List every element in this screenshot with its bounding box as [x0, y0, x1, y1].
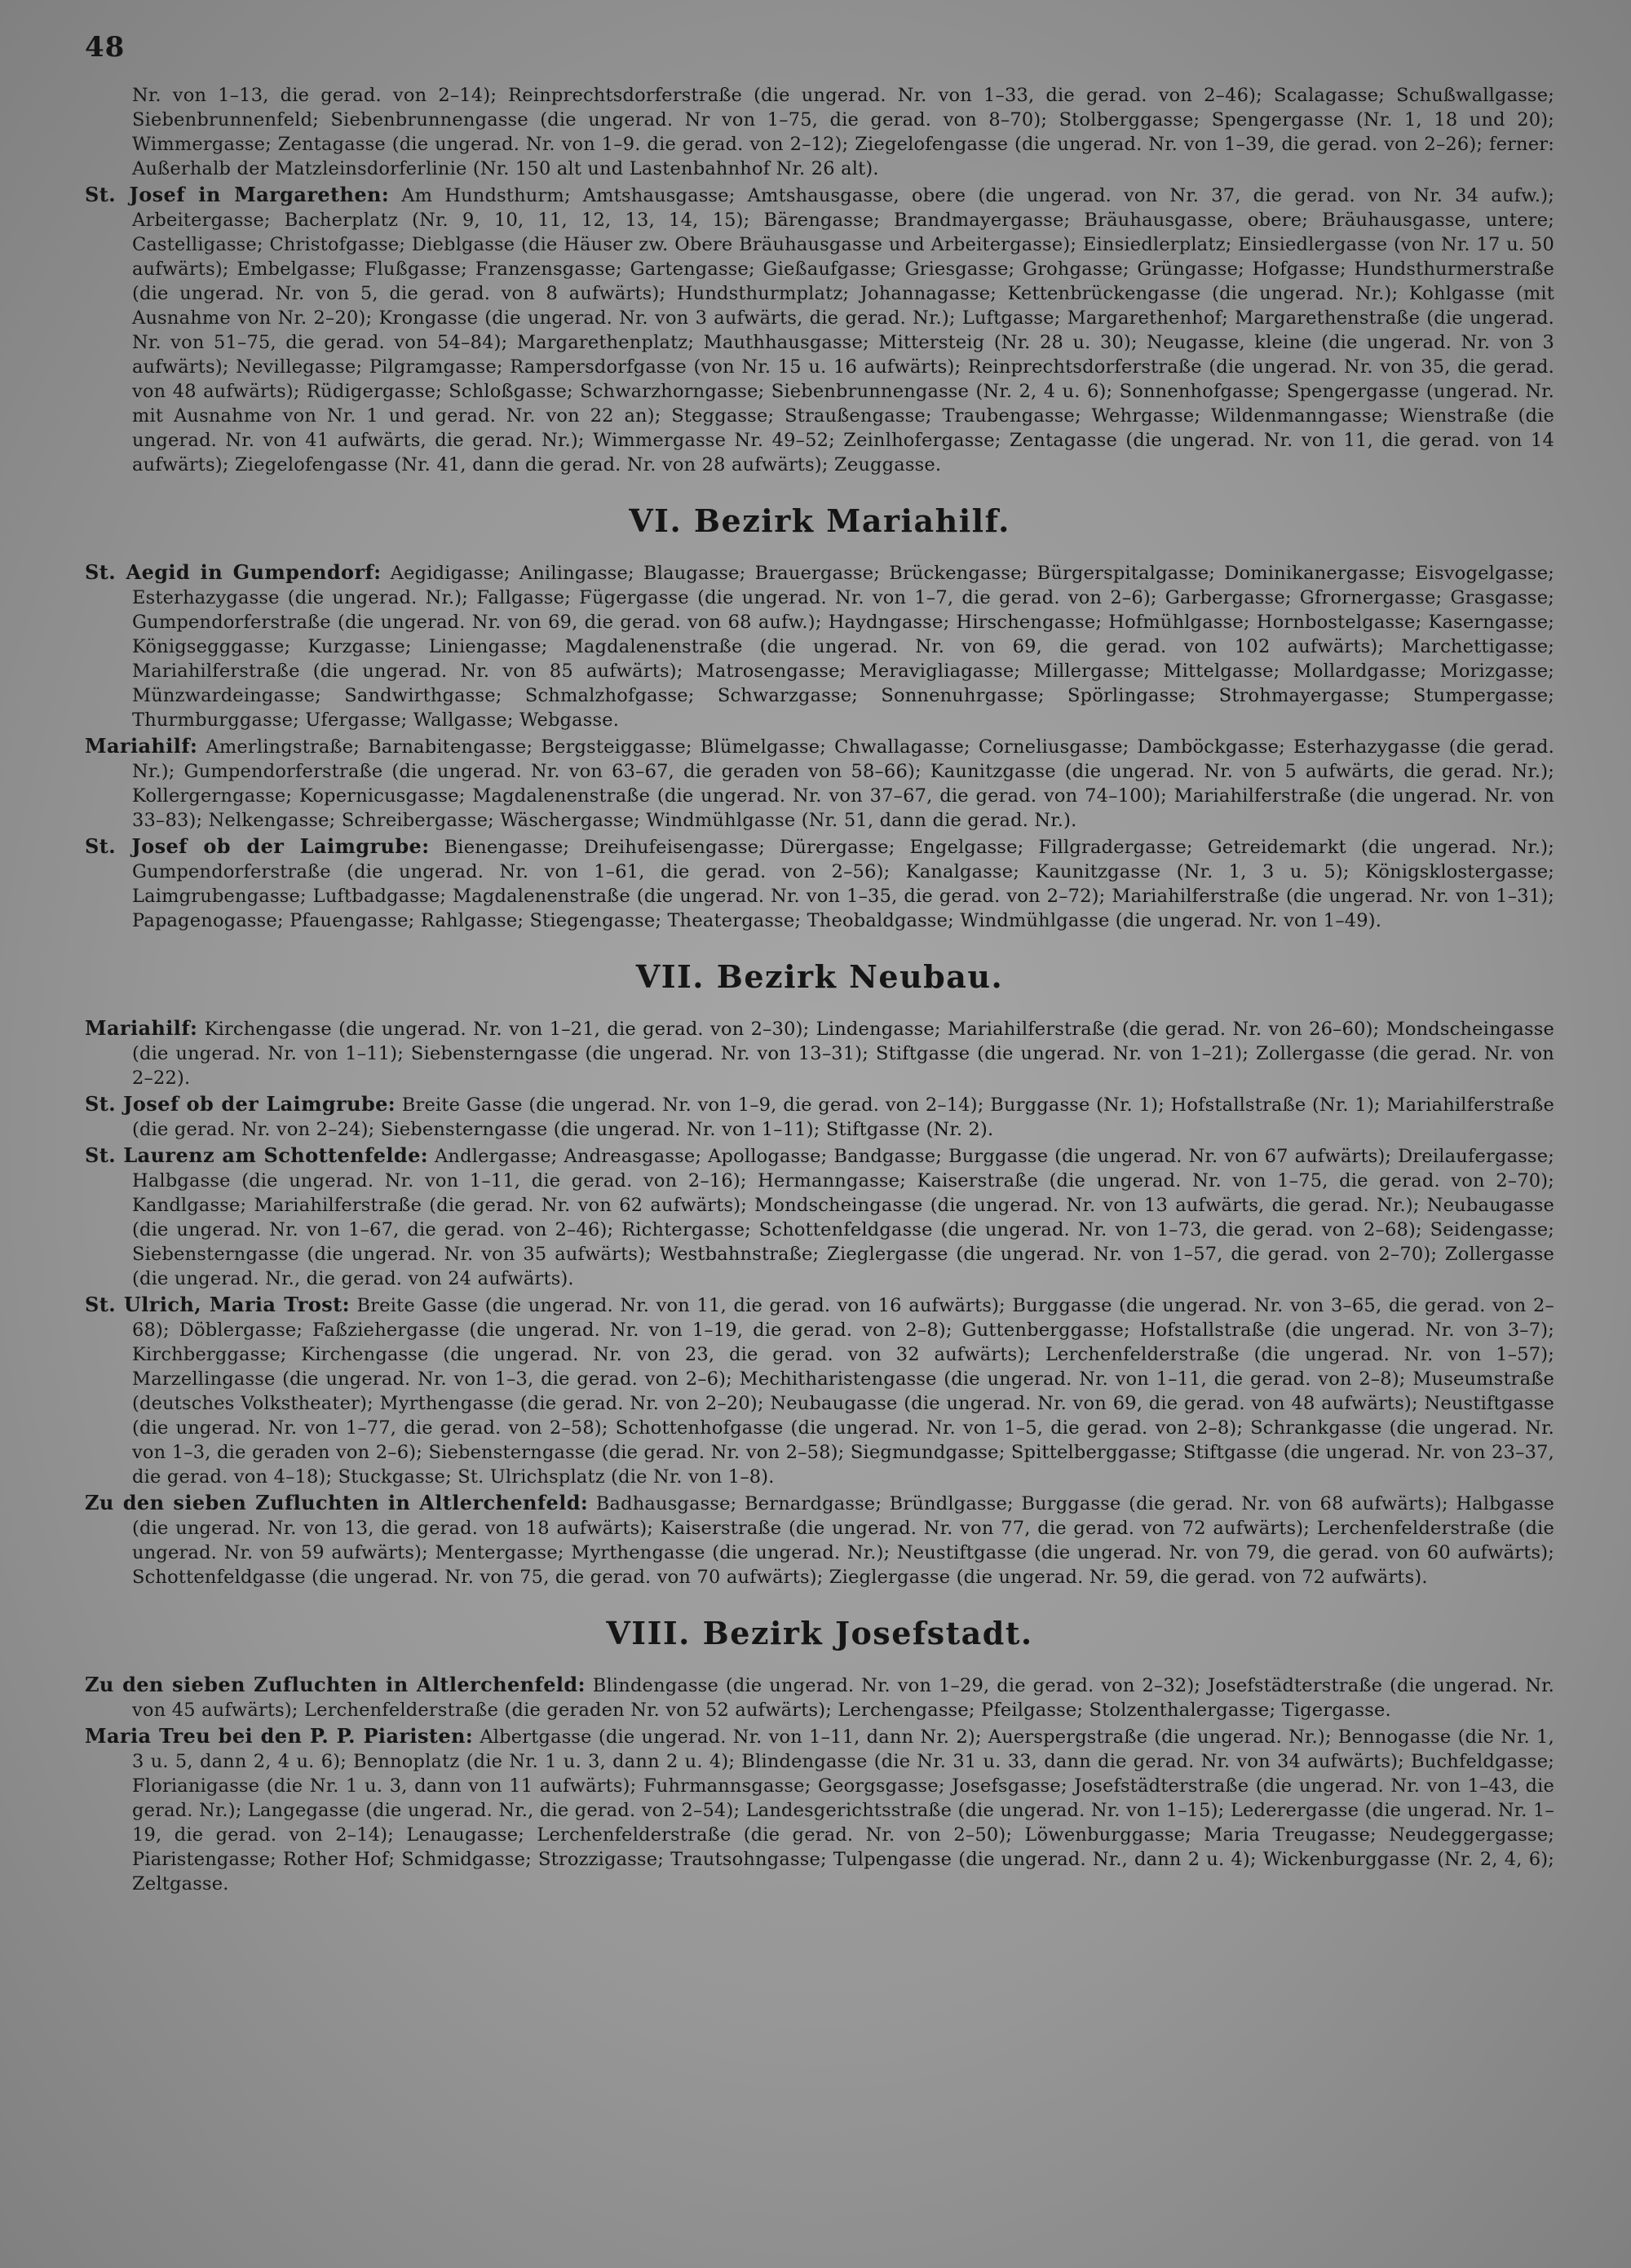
parish-name: St. Josef in Margarethen:	[85, 183, 390, 206]
parish-name: St. Laurenz am Schottenfelde:	[85, 1143, 428, 1167]
parish-entry	[85, 183, 1554, 477]
parish-name: St. Aegid in Gumpendorf:	[85, 560, 382, 584]
street-list: Badhausgasse; Bernardgasse; Bründlgasse; Burggasse (die gerad. Nr. von 68 aufwärts); Halbgasse (die ungerad. Nr. von 13, die gerad. von 18 aufwärts); Kaiserstraße (die ungerad. Nr. von 77, die gerad. von 72 aufwärts); Lerchenfelderstraße (die ungerad. Nr. von 59 aufwärts); Mentergasse; Myrthengasse (die ungerad. Nr.); Neustiftgasse (die ungerad. Nr. von 79, die gerad. von 60 aufwärts); Schottenfeldgasse (die ungerad. Nr. von 75, die gerad. von 70 aufwärts); Zieglergasse (die ungerad. Nr. 59, die gerad. von 72 aufwärts).	[132, 1493, 1554, 1588]
street-list: Breite Gasse (die ungerad. Nr. von 1–9, die gerad. von 2–14); Burggasse (Nr. 1); Hofstallstraße (Nr. 1); Mariahilferstraße (die gerad. Nr. von 2–24); Siebensterngasse (die ungerad. Nr. von 1–11); Stiftgasse (Nr. 2).	[132, 1094, 1555, 1140]
parish-name: St. Ulrich, Maria Trost:	[85, 1293, 350, 1316]
district-heading: VI. Bezirk Mariahilf.	[629, 502, 1010, 539]
parish-name: Maria Treu bei den P. P. Piaristen:	[85, 1724, 474, 1748]
street-list: Albertgasse (die ungerad. Nr. von 1–11, dann Nr. 2); Auerspergstraße (die ungerad. Nr.); Bennogasse (die Nr. 1, 3 u. 5, dann 2, 4 u. 6); Bennoplatz (die Nr. 1 u. 3, dann 2 u. 4); Blindengasse (die Nr. 31 u. 33, dann die gerad. Nr. von 34 aufwärts); Buchfeldgasse; Florianigasse (die Nr. 1 u. 3, dann von 11 aufwärts); Fuhrmannsgasse; Georgsgasse; Josefsgasse; Josefstädterstraße (die ungerad. Nr. von 1–43, die gerad. Nr.); Langegasse (die ungerad. Nr., die gerad. von 2–54); Landesgerichtsstraße (die ungerad. Nr. von 1–15); Lederergasse (die ungerad. Nr. 1–19, die gerad. von 2–14); Lenaugasse; Lerchenfelderstraße (die gerad. Nr. von 2–50); Löwenburggasse; Maria Treugasse; Neudeggergasse; Piaristengasse; Rother Hof; Schmidgasse; Strozzigasse; Trautsohngasse; Tulpengasse (die ungerad. Nr., dann 2 u. 4); Wickenburggasse (Nr. 2, 4, 6); Zeltgasse.	[132, 1726, 1554, 1894]
parish-name: St. Josef ob der Laimgrube:	[85, 1092, 396, 1116]
parish-name: Mariahilf:	[85, 734, 198, 758]
parish-entry	[85, 734, 1554, 833]
street-list: Am Hundsthurm; Amtshausgasse; Amtshausgasse, obere (die ungerad. von Nr. 37, die gerad. von Nr. 34 aufw.); Arbeitergasse; Bacherplatz (Nr. 9, 10, 11, 12, 13, 14, 15); Bärengasse; Brandmayergasse; Bräuhausgasse, obere; Bräuhausgasse, untere; Castelligasse; Christofgasse; Dieblgasse (die Häuser zw. Obere Bräuhausgasse und Arbeitergasse); Einsiedlerplatz; Einsiedlergasse (von Nr. 17 u. 50 aufwärts); Embelgasse; Flußgasse; Franzensgasse; Gartengasse; Gießaufgasse; Griesgasse; Grohgasse; Grüngasse; Hofgasse; Hundsthurmerstraße (die ungerad. Nr. von 5, die gerad. von 8 aufwärts); Hundsthurmplatz; Johannagasse; Kettenbrückengasse (die ungerad. Nr.); Kohlgasse (mit Ausnahme von Nr. 2–20); Krongasse (die ungerad. Nr. von 3 aufwärts, die gerad. Nr.); Luftgasse; Margarethenhof; Margarethenstraße (die ungerad. Nr. von 51–75, die gerad. von 54–84); Margarethenplatz; Mauthhausgasse; Mittersteig (Nr. 28 u. 30); Neugasse, kleine (die ungerad. Nr. von 3 aufwärts); Nevillegasse; Pilgramgasse; Rampersdorfgasse (von Nr. 15 u. 16 aufwärts); Reinprechtsdorferstraße (die ungerad. Nr. von 35, die gerad. von 48 aufwärts); Rüdigergasse; Schloßgasse; Schwarzhorngasse; Siebenbrunnengasse (Nr. 2, 4 u. 6); Sonnenhofgasse; Spengergasse (ungerad. Nr. mit Ausnahme von Nr. 1 und gerad. Nr. von 22 an); Steggasse; Straußengasse; Traubengasse; Wehrgasse; Wildenmanngasse; Wienstraße (die ungerad. Nr. von 41 aufwärts, die gerad. Nr.); Wimmergasse Nr. 49–52; Zeinlhofergasse; Zentagasse (die ungerad. Nr. von 11, die gerad. von 14 aufwärts); Ziegelofengasse (Nr. 41, dann die gerad. Nr. von 28 aufwärts); Zeuggasse.	[132, 185, 1555, 475]
parish-entry	[85, 1293, 1554, 1489]
street-list: Bienengasse; Dreihufeisengasse; Dürergasse; Engelgasse; Fillgradergasse; Getreidemarkt (die ungerad. Nr.); Gumpendorferstraße (die ungerad. Nr. von 1–61, die gerad. von 2–56); Kanalgasse; Kaunitzgasse (Nr. 1, 3 u. 5); Königsklostergasse; Laimgrubengasse; Luftbadgasse; Magdalenenstraße (die ungerad. Nr. von 1–35, die gerad. von 2–72); Mariahilferstraße (die ungerad. Nr. von 1–31); Papagenogasse; Pfauengasse; Rahlgasse; Stiegengasse; Theatergasse; Theobaldgasse; Windmühlgasse (die ungerad. Nr. von 1–49).	[132, 837, 1555, 931]
parish-entry	[85, 1092, 1554, 1142]
parish-name: Zu den sieben Zufluchten in Altlerchenfeld:	[85, 1491, 589, 1514]
district-heading: VII. Bezirk Neubau.	[635, 958, 1004, 995]
parish-name: Mariahilf:	[85, 1016, 198, 1040]
street-list: Andlergasse; Andreasgasse; Apollogasse; Bandgasse; Burggasse (die ungerad. Nr. von 67 aufwärts); Dreilaufergasse; Halbgasse (die ungerad. Nr. von 1–11, die gerad. von 2–16); Hermanngasse; Kaiserstraße (die ungerad. Nr. von 1–75, die gerad. von 2–70); Kandlgasse; Mariahilferstraße (die gerad. Nr. von 62 aufwärts); Mondscheingasse (die ungerad. Nr. von 13 aufwärts, die gerad. Nr.); Neubaugasse (die ungerad. Nr. von 1–67, die gerad. von 2–46); Richtergasse; Schottenfeldgasse (die ungerad. Nr. von 1–73, die gerad. von 2–68); Seidengasse; Siebensterngasse (die ungerad. Nr. von 35 aufwärts); Westbahnstraße; Zieglergasse (die ungerad. Nr. von 1–57, die gerad. von 2–70); Zollergasse (die ungerad. Nr., die gerad. von 24 aufwärts).	[132, 1146, 1554, 1289]
parish-entry	[85, 560, 1554, 732]
street-list: Amerlingstraße; Barnabitengasse; Bergsteiggasse; Blümelgasse; Chwallagasse; Corneliusgasse; Damböckgasse; Esterhazygasse (die gerad. Nr.); Gumpendorferstraße (die ungerad. Nr. von 63–67, die geraden von 58–66); Kaunitzgasse (die ungerad. Nr. von 5 aufwärts, die gerad. Nr.); Kollergerngasse; Kopernicusgasse; Magdalenenstraße (die ungerad. Nr. von 37–67, die gerad. von 74–100); Mariahilferstraße (die ungerad. Nr. von 33–83); Nelkengasse; Schreibergasse; Wäschergasse; Windmühlgasse (Nr. 51, dann die gerad. Nr.).	[132, 736, 1554, 831]
street-list: Blindengasse (die ungerad. Nr. von 1–29, die gerad. von 2–32); Josefstädterstraße (die ungerad. Nr. von 45 aufwärts); Lerchenfelderstraße (die geraden Nr. von 52 aufwärts); Lerchengasse; Pfeilgasse; Stolzenthalergasse; Tigergasse.	[132, 1675, 1554, 1721]
parish-entry	[85, 1016, 1554, 1090]
parish-entry	[85, 1673, 1554, 1722]
continuation-paragraph: Nr. von 1–13, die gerad. von 2–14); Reinprechtsdorferstraße (die ungerad. Nr. von 1–33, die gerad. von 2–46); Scalagasse; Schußwallgasse; Siebenbrunnenfeld; Siebenbrunnengasse (die ungerad. Nr von 1–75, die gerad. von 8–70); Stolberggasse; Spengergasse (Nr. 1, 18 und 20); Wimmergasse; Zentagasse (die ungerad. Nr. von 1–9. die gerad. von 2–12); Ziegelofengasse (die ungerad. Nr. von 1–39, die gerad. von 2–26); ferner: Außerhalb der Matzleinsdorferlinie (Nr. 150 alt und Lastenbahnhof Nr. 26 alt).	[132, 85, 1554, 179]
parish-entry	[85, 1143, 1554, 1291]
parish-name: Zu den sieben Zufluchten in Altlerchenfeld:	[85, 1673, 586, 1696]
page-number: 48	[85, 31, 126, 64]
street-list: Breite Gasse (die ungerad. Nr. von 11, die gerad. von 16 aufwärts); Burggasse (die ungerad. Nr. von 3–65, die gerad. von 2–68); Döblergasse; Faßziehergasse (die ungerad. Nr. von 1–19, die gerad. von 2–8); Guttenberggasse; Hofstallstraße (die ungerad. Nr. von 3–7); Kirchberggasse; Kirchengasse (die ungerad. Nr. von 23, die gerad. von 32 aufwärts); Lerchenfelderstraße (die ungerad. Nr. von 1–57); Marzellingasse (die ungerad. Nr. von 1–3, die gerad. von 2–6); Mechitharistengasse (die ungerad. Nr. von 1–11, die gerad. von 2–8); Museumstraße (deutsches Volkstheater); Myrthengasse (die gerad. Nr. von 2–20); Neubaugasse (die ungerad. Nr. von 69, die gerad. von 48 aufwärts); Neustiftgasse (die ungerad. Nr. von 1–77, die gerad. von 2–58); Schottenhofgasse (die ungerad. Nr. von 1–5, die gerad. von 2–8); Schrankgasse (die ungerad. Nr. von 1–3, die geraden von 2–6); Siebensterngasse (die gerad. Nr. von 2–58); Siegmundgasse; Spittelberggasse; Stiftgasse (die ungerad. Nr. von 23–37, die gerad. von 4–18); Stuckgasse; St. Ulrichsplatz (die Nr. von 1–8).	[132, 1295, 1554, 1488]
text-column	[85, 83, 1554, 1898]
district-heading: VIII. Bezirk Josefstadt.	[606, 1615, 1033, 1651]
parish-name: St. Josef ob der Laimgrube:	[85, 834, 430, 858]
parish-entry	[85, 834, 1554, 933]
parish-entry	[85, 1724, 1554, 1896]
street-list: Kirchengasse (die ungerad. Nr. von 1–21, die gerad. von 2–30); Lindengasse; Mariahilferstraße (die gerad. Nr. von 26–60); Mondscheingasse (die ungerad. Nr. von 1–11); Siebensterngasse (die ungerad. Nr. von 13–31); Stiftgasse (die ungerad. Nr. von 1–21); Zollergasse (die gerad. Nr. von 2–22).	[132, 1019, 1554, 1089]
street-list: Aegidigasse; Anilingasse; Blaugasse; Brauergasse; Brückengasse; Bürgerspitalgasse; Dominikanergasse; Eisvogelgasse; Esterhazygasse (die ungerad. Nr.); Fallgasse; Fügergasse (die ungerad. Nr. von 1–7, die gerad. von 2–6); Garbergasse; Gfrornergasse; Grasgasse; Gumpendorferstraße (die ungerad. Nr. von 69, die gerad. von 68 aufw.); Haydngasse; Hirschengasse; Hofmühlgasse; Hornbostelgasse; Kaserngasse; Königsegggasse; Kurzgasse; Liniengasse; Magdalenenstraße (die ungerad. Nr. von 69, die gerad. von 102 aufwärts); Marchettigasse; Mariahilferstraße (die ungerad. Nr. von 85 aufwärts); Matrosengasse; Meravigliagasse; Millergasse; Mittelgasse; Mollardgasse; Morizgasse; Münzwardeingasse; Sandwirthgasse; Schmalzhofgasse; Schwarzgasse; Sonnenuhrgasse; Spörlingasse; Strohmayergasse; Stumpergasse; Thurmburggasse; Ufergasse; Wallgasse; Webgasse.	[132, 563, 1554, 731]
parish-entry	[85, 1491, 1554, 1589]
